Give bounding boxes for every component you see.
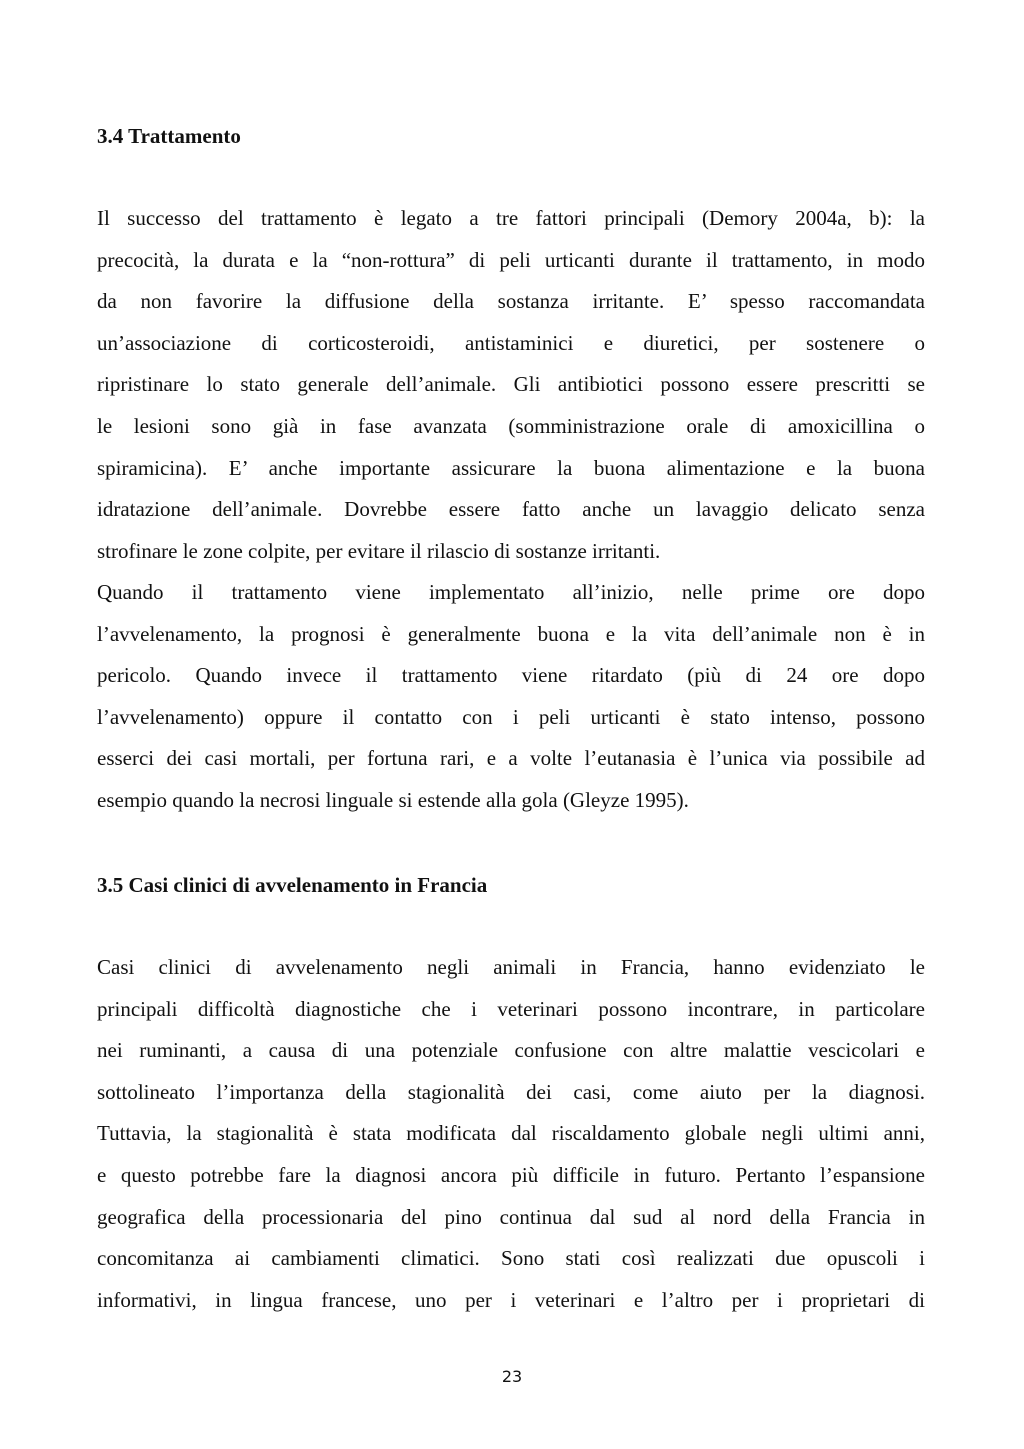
text-line: Il successo del trattamento è legato a tre fattori principali (Demory 2004a, b): la — [97, 206, 925, 230]
text-line: idratazione dell’animale. Dovrebbe essere fatto anche un lavaggio delicato senza — [97, 497, 925, 522]
text-line: Casi clinici di avvelenamento negli animali in Francia, hanno evidenziato le — [97, 955, 925, 979]
text-line: spiramicina). E’ anche importante assicurare la buona alimentazione e la buona — [97, 455, 925, 480]
text-line: precocità, la durata e la “non-rottura” di peli urticanti durante il trattamento, in modo — [97, 247, 925, 272]
text-line: esserci dei casi mortali, per fortuna rari, e a volte l’eutanasia è l’unica via possibile ad — [97, 746, 925, 771]
text-line: esempio quando la necrosi linguale si estende alla gola (Gleyze 1995). — [97, 787, 689, 812]
text-line: nei ruminanti, a causa di una potenziale confusione con altre malattie vescicolari e — [97, 1038, 925, 1063]
text-line: Quando il trattamento viene implementato all’inizio, nelle prime ore dopo — [97, 580, 925, 604]
text-line: sottolineato l’importanza della stagionalità dei casi, come aiuto per la diagnosi. — [97, 1079, 925, 1104]
text-line: strofinare le zone colpite, per evitare il rilascio di sostanze irritanti. — [97, 538, 661, 563]
text-line: pericolo. Quando invece il trattamento viene ritardato (più di 24 ore dopo — [97, 663, 925, 688]
text-line: principali difficoltà diagnostiche che i veterinari possono incontrare, in particolare — [97, 996, 925, 1021]
text-line: concomitanza ai cambiamenti climatici. Sono stati così realizzati due opuscoli i — [97, 1246, 925, 1271]
text-line: e questo potrebbe fare la diagnosi ancora più difficile in futuro. Pertanto l’espansione — [97, 1162, 925, 1187]
paragraph-trattamento-1 — [97, 198, 925, 572]
text-line: ripristinare lo stato generale dell’animale. Gli antibiotici possono essere prescritti se — [97, 372, 925, 397]
paragraph-trattamento-2 — [97, 572, 925, 822]
paragraph-casi-clinici-1 — [97, 947, 925, 1321]
page-number: 23 — [501, 1367, 523, 1386]
text-line: l’avvelenamento) oppure il contatto con i peli urticanti è stato intenso, possono — [97, 704, 925, 729]
text-line: le lesioni sono già in fase avanzata (somministrazione orale di amoxicillina o — [97, 413, 925, 438]
text-line: geografica della processionaria del pino continua dal sud al nord della Francia in — [97, 1204, 925, 1229]
text-line: un’associazione di corticosteroidi, antistaminici e diuretici, per sostenere o — [97, 330, 925, 355]
section-heading-casi-clinici: 3.5 Casi clinici di avvelenamento in Francia — [97, 873, 488, 897]
text-line: da non favorire la diffusione della sostanza irritante. E’ spesso raccomandata — [97, 289, 925, 314]
text-line: Tuttavia, la stagionalità è stata modificata dal riscaldamento globale negli ultimi anni, — [97, 1121, 925, 1146]
text-line: l’avvelenamento, la prognosi è generalmente buona e la vita dell’animale non è in — [97, 621, 925, 646]
text-line: informativi, in lingua francese, uno per i veterinari e l’altro per i proprietari di — [97, 1287, 925, 1312]
section-heading-trattamento: 3.4 Trattamento — [97, 124, 241, 148]
